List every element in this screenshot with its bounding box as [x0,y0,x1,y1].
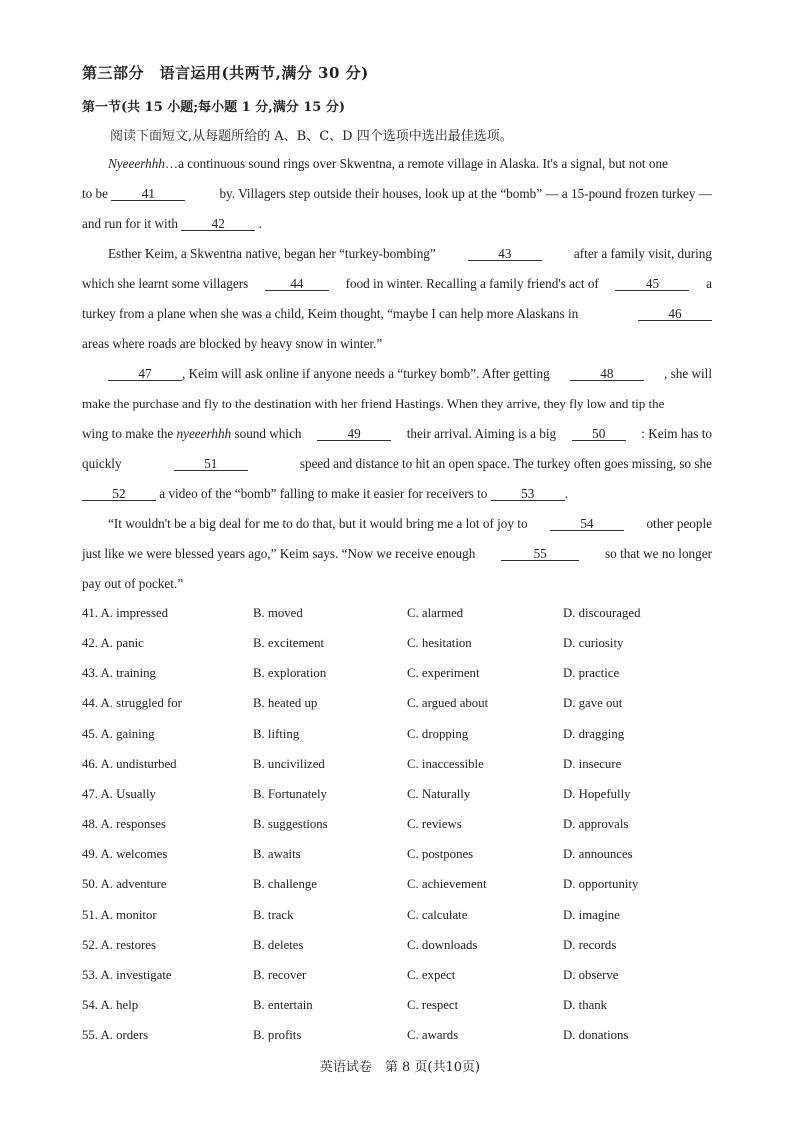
option-d: D. observe [563,967,619,982]
passage-line: Esther Keim, a Skwentna native, began her “turkey-bombing” 43 after a family visit, during [108,246,712,261]
blank-55: 55 [501,547,579,561]
option-a: 48. A. responses [82,817,166,832]
option-d: D. announces [563,847,633,862]
option-c: C. Naturally [407,786,471,801]
option-c: C. downloads [407,937,478,952]
option-d: D. thank [563,997,608,1012]
option-c: C. argued about [407,696,489,711]
option-a: 50. A. adventure [82,877,167,892]
option-d: D. gave out [563,696,623,711]
passage-line: 47 , Keim will ask online if anyone needs a “turkey bomb”. After getting 48 , she will [82,366,712,382]
option-b: B. moved [253,606,303,620]
option-a: 55. A. orders [82,1028,149,1043]
blank-42: 42 [181,217,255,231]
option-a: 54. A. help [82,997,139,1012]
option-c: C. hesitation [407,636,472,651]
passage-line: areas where roads are blocked by heavy snow in winter.” [82,336,383,351]
option-a: 49. A. welcomes [82,847,168,862]
option-c: C. postpones [407,847,474,862]
passage-line: wing to make the nyeeerhhh sound which 49 their arrival. Aiming is a big 50 : Keim has to [82,426,712,441]
option-b: B. excitement [253,636,325,651]
option-a: 46. A. undisturbed [82,756,177,771]
passage-line: which she learnt some villagers 44 food in winter. Recalling a family friend's act of 45 a [82,276,712,291]
option-d: D. insecure [563,756,622,771]
option-a: 51. A. monitor [82,907,157,922]
passage-line: Nyeeerhhh…a continuous sound rings over Skwentna, a remote village in Alaska. It's a signal, but not one [108,156,668,171]
option-b: B. exploration [253,666,327,681]
blank-53: 53 [491,487,565,501]
option-a: 44. A. struggled for [82,696,182,711]
passage-line: turkey from a plane when she was a child, Keim thought, “maybe I can help more Alaskans in 46 [82,306,712,322]
blank-50: 50 [572,427,626,441]
passage-line: “It wouldn't be a big deal for me to do that, but it would bring me a lot of joy to 54 other people [108,516,712,531]
passage-line: and run for it with 42 . [82,216,262,231]
option-a: 53. A. investigate [82,967,172,982]
option-c: C. experiment [407,666,480,681]
option-b: B. track [253,907,294,922]
page-footer: 英语试卷 第 8 页(共10页) [319,1060,481,1075]
passage-line: quickly 51 speed and distance to hit an open space. The turkey often goes missing, so she [82,456,712,471]
option-c: C. reviews [407,817,462,832]
option-c: C. respect [407,997,459,1012]
option-d: D. curiosity [563,636,624,651]
option-d: D. donations [563,1028,629,1043]
blank-54: 54 [550,517,624,531]
option-b: B. suggestions [253,817,328,832]
option-d: D. opportunity [563,877,639,892]
instruction: 阅读下面短文,从每题所给的 A、B、C、D 四个选项中选出最佳选项。 [110,129,513,144]
option-b: B. Fortunately [253,786,327,801]
option-b: B. profits [253,1028,302,1043]
option-b: B. uncivilized [253,756,325,771]
blank-51: 51 [174,457,248,471]
option-a: 52. A. restores [82,937,156,952]
option-b: B. challenge [253,877,317,892]
passage-line: just like we were blessed years ago,” Keim says. “Now we receive enough 55 so that we no longer [82,546,712,561]
passage-line: make the purchase and fly to the destination with her friend Hastings. When they arrive, they fly low and tip the [82,396,665,411]
option-a: 42. A. panic [82,636,144,651]
blank-44: 44 [265,277,329,291]
option-c: C. awards [407,1028,459,1043]
section-title: 第三部分 语言运用(共两节,满分 30 分) [82,64,369,82]
option-a: 43. A. training [82,666,156,681]
option-d: D. practice [563,666,620,681]
option-c: C. achievement [407,877,487,892]
passage-line: pay out of pocket.” [82,576,184,591]
option-d: D. records [563,937,617,952]
subsection-title: 第一节(共 15 小题;每小题 1 分,满分 15 分) [82,100,346,115]
blank-48: 48 [570,367,644,381]
passage-line: to be 41 by. Villagers step outside their houses, look up at the “bomb” — a 15-pound frozen turkey — [82,186,712,201]
option-d: D. approvals [563,817,629,832]
blank-47: 47 [108,367,182,381]
passage-line: 52 a video of the “bomb” falling to make it easier for receivers to 53 . [82,486,712,502]
option-d: D. dragging [563,726,625,741]
option-c: C. calculate [407,907,468,922]
option-b: B. recover [253,967,307,982]
option-c: C. dropping [407,726,469,741]
option-b: B. lifting [253,726,300,741]
blank-41: 41 [111,187,185,201]
blank-45: 45 [615,277,689,291]
option-d: D. imagine [563,907,620,922]
option-c: C. inaccessible [407,756,484,771]
option-b: B. awaits [253,847,301,862]
blank-49: 49 [317,427,391,441]
blank-46: 46 [638,307,712,321]
option-a: 47. A. Usually [82,786,156,801]
blank-52: 52 [82,487,156,501]
option-b: B. heated up [253,696,318,711]
blank-43: 43 [468,247,542,261]
option-c: C. expect [407,967,456,982]
option-b: B. entertain [253,997,313,1012]
option-c: C. alarmed [407,606,464,620]
option-d: D. Hopefully [563,786,631,801]
option-a: 41. A. impressed [82,606,169,620]
option-d: D. discouraged [563,606,641,620]
option-b: B. deletes [253,937,304,952]
option-a: 45. A. gaining [82,726,155,741]
